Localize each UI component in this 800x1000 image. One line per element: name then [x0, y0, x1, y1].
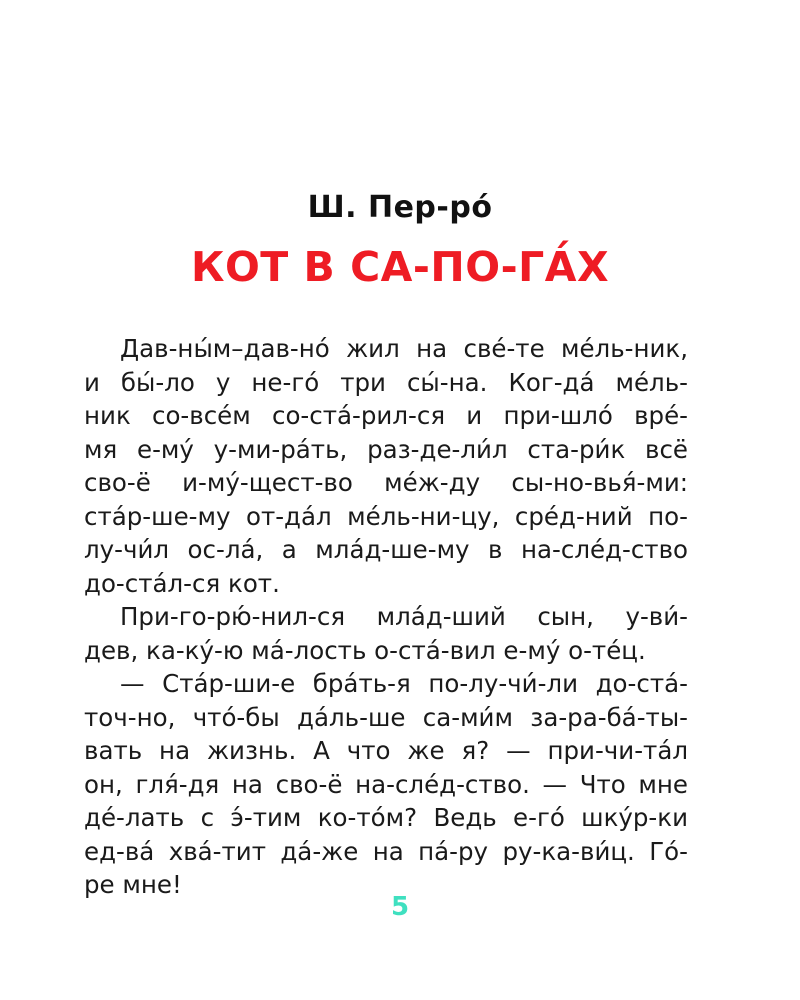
story-title: КОТ В СА-ПО-ГА́Х: [190, 243, 610, 291]
page-number: 5: [390, 892, 410, 922]
text-line: — Ста́р-ши-е бра́ть-я по-лу-чи́-ли до-ста́-: [120, 669, 688, 698]
text-line: мя е-му́ у-ми-ра́ть, раз-де-ли́л ста-ри́к всё: [84, 434, 688, 464]
text-line: ре мне!: [84, 870, 182, 899]
text-line: сво-ё и-му́-щест-во ме́ж-ду сы-но-вья́-ми:: [84, 468, 688, 497]
text-line: При-го-рю́-нил-ся мла́д-ший сын, у-ви́-: [120, 602, 688, 631]
story-text: [84, 332, 688, 902]
text-line: точ-но, что́-бы да́ль-ше са-ми́м за-ра-ба́-ты-: [84, 702, 688, 732]
text-line: и бы́-ло у не-го́ три сы́-на. Ког-да́ ме́ль-: [84, 367, 688, 397]
text-line: ста́р-ше-му от-да́л ме́ль-ни-цу, сре́д-ний по-: [84, 501, 688, 531]
text-line: ник со-всéм со-ста́-рил-ся и при-шло́ вре́-: [84, 401, 688, 430]
text-line: Дав-ны́м–дав-но́ жил на све́-те ме́ль-ник,: [120, 334, 688, 363]
text-line: вать на жизнь. А что же я? — при-чи-та́л: [84, 736, 688, 765]
author-name: Ш. Пер-ро́: [307, 190, 493, 225]
text-line: де́-лать с э́-тим ко-то́м? Ведь е-го́ шку́р-ки: [84, 803, 688, 832]
text-line: до-ста́л-ся кот.: [84, 568, 280, 598]
text-line: ед-ва́ хва́-тит да́-же на па́-ру ру-ка-ви́ц. Го́-: [84, 836, 688, 866]
text-line: лу-чи́л ос-ла́, а мла́д-ше-му в на-сле́д-ство: [84, 535, 688, 564]
text-line: дев, ка-ку́-ю ма́-лость о-ста́-вил е-му́ о-те́ц.: [84, 635, 646, 665]
text-line: он, гля́-дя на сво-ё на-сле́д-ство. — Что мне: [84, 769, 688, 799]
